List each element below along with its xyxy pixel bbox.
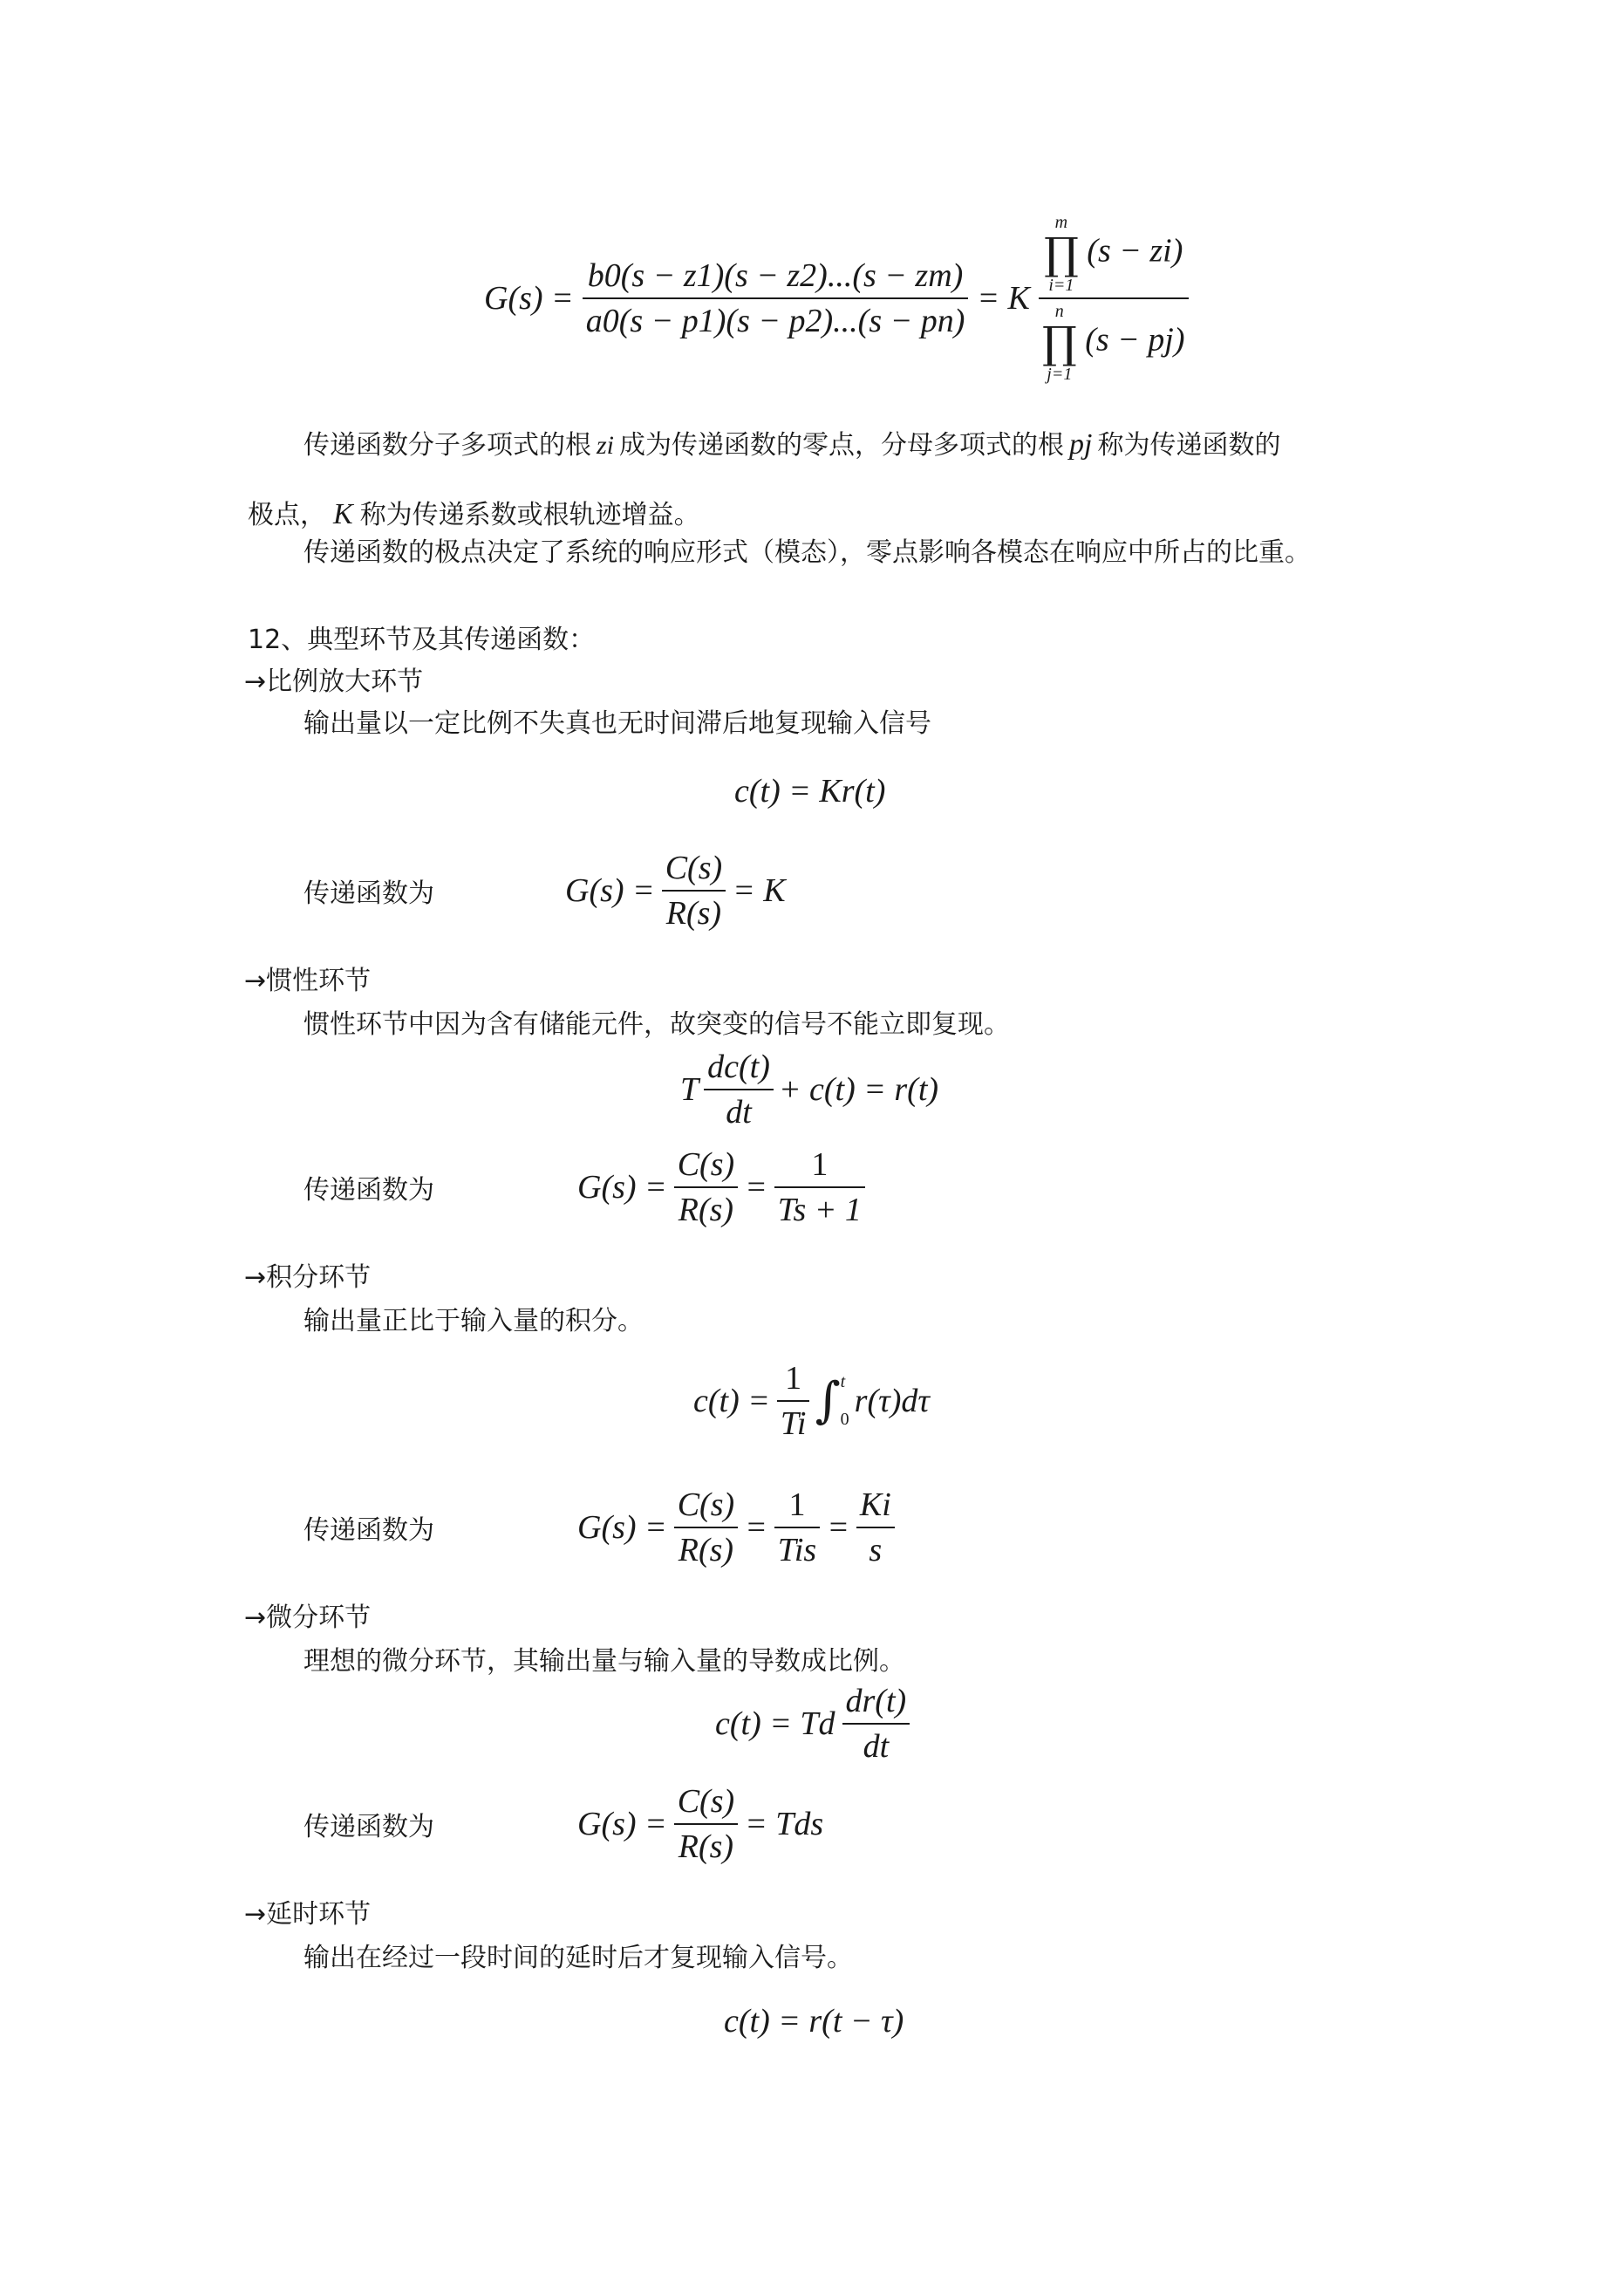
integral-lower-limit: 0 bbox=[840, 1410, 849, 1429]
para1-part-c: 称为传递函数的 bbox=[1097, 430, 1281, 461]
diff-tf-fraction bbox=[674, 1780, 738, 1869]
prod-top-term: (s − zi) bbox=[1087, 232, 1183, 270]
k-symbol: K bbox=[333, 498, 353, 530]
diff-eq-lhs: c(t) = Td bbox=[715, 1705, 835, 1742]
inert-tf-den2: Ts + 1 bbox=[777, 1192, 862, 1228]
inert-tf-lhs: G(s) = bbox=[577, 1169, 667, 1206]
int-tf-num3: Ki bbox=[856, 1483, 895, 1528]
int-tf-den2: Tis bbox=[777, 1532, 817, 1568]
inert-tf-eq: = bbox=[745, 1169, 767, 1206]
prop-tf-fraction bbox=[662, 846, 726, 935]
int-tf-num: C(s) bbox=[674, 1483, 738, 1528]
integral-equation bbox=[693, 1356, 930, 1445]
diff-tf-rhs: = Tds bbox=[745, 1806, 824, 1842]
diff-tf-num: C(s) bbox=[674, 1780, 738, 1825]
prod-top-lower: i=1 bbox=[1048, 276, 1074, 295]
inert-tf-num2: 1 bbox=[774, 1143, 865, 1188]
eq1-product-denominator bbox=[1039, 299, 1189, 383]
integral-heading: →积分环节 bbox=[244, 1262, 372, 1293]
proportional-heading: →比例放大环节 bbox=[244, 666, 424, 697]
int-tf-fraction1 bbox=[674, 1483, 738, 1572]
int-tf-eq2: = bbox=[827, 1509, 849, 1546]
product-symbol-bottom bbox=[1042, 303, 1077, 383]
inertial-heading: →惯性环节 bbox=[244, 966, 372, 996]
int-tf-fraction2 bbox=[774, 1483, 820, 1572]
inert-tf-den: R(s) bbox=[678, 1192, 734, 1228]
diff-eq-num: dr(t) bbox=[842, 1679, 910, 1725]
para2-part-a: 极点， bbox=[248, 500, 326, 530]
poles-zeros-effect-paragraph: 传递函数的极点决定了系统的响应形式（模态），零点影响各模态在响应中所占的比重。 bbox=[303, 537, 1311, 568]
inertial-description: 惯性环节中因为含有储能元件，故突变的信号不能立即复现。 bbox=[303, 1009, 1010, 1040]
product-symbol-top bbox=[1044, 214, 1079, 294]
inertial-eq-fraction bbox=[704, 1045, 774, 1134]
diff-eq-fraction bbox=[842, 1679, 910, 1768]
product-sign-icon: ∏ bbox=[1044, 229, 1079, 279]
eq1-lhs: G(s) = bbox=[484, 280, 574, 317]
prop-tf-rhs: = K bbox=[733, 872, 786, 909]
int-tf-den: R(s) bbox=[678, 1532, 734, 1568]
inertial-equation bbox=[680, 1045, 938, 1134]
inertial-transfer-function bbox=[577, 1143, 865, 1232]
prop-tf-num: C(s) bbox=[662, 846, 726, 892]
int-tf-den3: s bbox=[869, 1532, 883, 1568]
inertial-eq-rest: + c(t) = r(t) bbox=[778, 1071, 939, 1108]
integral-limits bbox=[841, 1372, 849, 1430]
integral-sign-icon: ∫ bbox=[815, 1372, 841, 1429]
diff-tf-den: R(s) bbox=[678, 1828, 734, 1865]
proportional-transfer-function bbox=[565, 846, 786, 935]
pj-symbol: pj bbox=[1069, 428, 1093, 461]
differential-description: 理想的微分环节，其输出量与输入量的导数成比例。 bbox=[303, 1646, 905, 1677]
proportional-equation: c(t) = Kr(t) bbox=[734, 773, 886, 810]
transfer-function-general-equation bbox=[484, 214, 1189, 383]
product-sign-icon: ∏ bbox=[1041, 318, 1077, 368]
prod-top-upper: m bbox=[1054, 213, 1068, 232]
zeros-poles-paragraph-line2 bbox=[248, 497, 700, 533]
prod-bot-lower: j=1 bbox=[1047, 365, 1073, 384]
prop-tf-lhs: G(s) = bbox=[565, 872, 655, 909]
eq1-mid: = K bbox=[977, 280, 1030, 317]
int-tf-num2: 1 bbox=[774, 1483, 820, 1528]
prod-bot-term: (s − pj) bbox=[1085, 321, 1185, 359]
prod-bot-upper: n bbox=[1054, 302, 1064, 321]
integral-transfer-function bbox=[577, 1483, 895, 1572]
integral-eq-fraction bbox=[777, 1356, 810, 1445]
integral-eq-lhs: c(t) = bbox=[693, 1383, 770, 1419]
differential-equation bbox=[715, 1679, 910, 1768]
diff-eq-den: dt bbox=[863, 1728, 890, 1765]
proportional-transfer-label: 传递函数为 bbox=[303, 878, 434, 909]
delay-description: 输出在经过一段时间的延时后才复现输入信号。 bbox=[303, 1943, 853, 1973]
inertial-eq-num: dc(t) bbox=[704, 1045, 774, 1090]
inert-tf-fraction2 bbox=[774, 1143, 865, 1232]
delay-heading: →延时环节 bbox=[244, 1899, 372, 1930]
zeros-poles-paragraph-line1 bbox=[303, 427, 1280, 463]
integral-description: 输出量正比于输入量的积分。 bbox=[303, 1306, 644, 1336]
integral-eq-den: Ti bbox=[780, 1405, 807, 1442]
int-tf-lhs: G(s) = bbox=[577, 1509, 667, 1546]
eq1-denominator: a0(s − p1)(s − p2)...(s − pn) bbox=[585, 303, 965, 339]
eq1-product-numerator bbox=[1039, 214, 1189, 299]
inertial-transfer-label: 传递函数为 bbox=[303, 1175, 434, 1206]
diff-tf-lhs: G(s) = bbox=[577, 1806, 667, 1842]
int-tf-eq1: = bbox=[745, 1509, 767, 1546]
eq1-main-fraction bbox=[583, 254, 969, 343]
integral-transfer-label: 传递函数为 bbox=[303, 1515, 434, 1546]
differential-heading: →微分环节 bbox=[244, 1602, 372, 1633]
proportional-description: 输出量以一定比例不失真也无时间滞后地复现输入信号 bbox=[303, 708, 931, 739]
differential-transfer-label: 传递函数为 bbox=[303, 1812, 434, 1842]
integral-eq-num: 1 bbox=[777, 1356, 810, 1402]
integral-upper-limit: t bbox=[840, 1372, 846, 1391]
inert-tf-num: C(s) bbox=[674, 1143, 738, 1188]
eq1-numerator: b0(s − z1)(s − z2)...(s − zm) bbox=[583, 254, 969, 299]
para1-part-a: 传递函数分子多项式的根 bbox=[303, 430, 591, 461]
inertial-eq-den: dt bbox=[726, 1094, 752, 1131]
differential-transfer-function bbox=[577, 1780, 823, 1869]
para1-part-b: 成为传递函数的零点，分母多项式的根 bbox=[619, 430, 1065, 461]
prop-tf-den: R(s) bbox=[665, 895, 722, 932]
inert-tf-fraction1 bbox=[674, 1143, 738, 1232]
section-heading: 12、典型环节及其传递函数： bbox=[248, 625, 596, 655]
integral-integrand: r(τ)dτ bbox=[854, 1383, 930, 1419]
inertial-eq-T: T bbox=[680, 1071, 699, 1108]
para2-part-b: 称为传递系数或根轨迹增益。 bbox=[359, 500, 700, 530]
zi-symbol: zi bbox=[597, 431, 615, 460]
eq1-product-fraction bbox=[1039, 214, 1189, 383]
delay-equation: c(t) = r(t − τ) bbox=[724, 2003, 904, 2040]
int-tf-fraction3 bbox=[856, 1483, 895, 1572]
